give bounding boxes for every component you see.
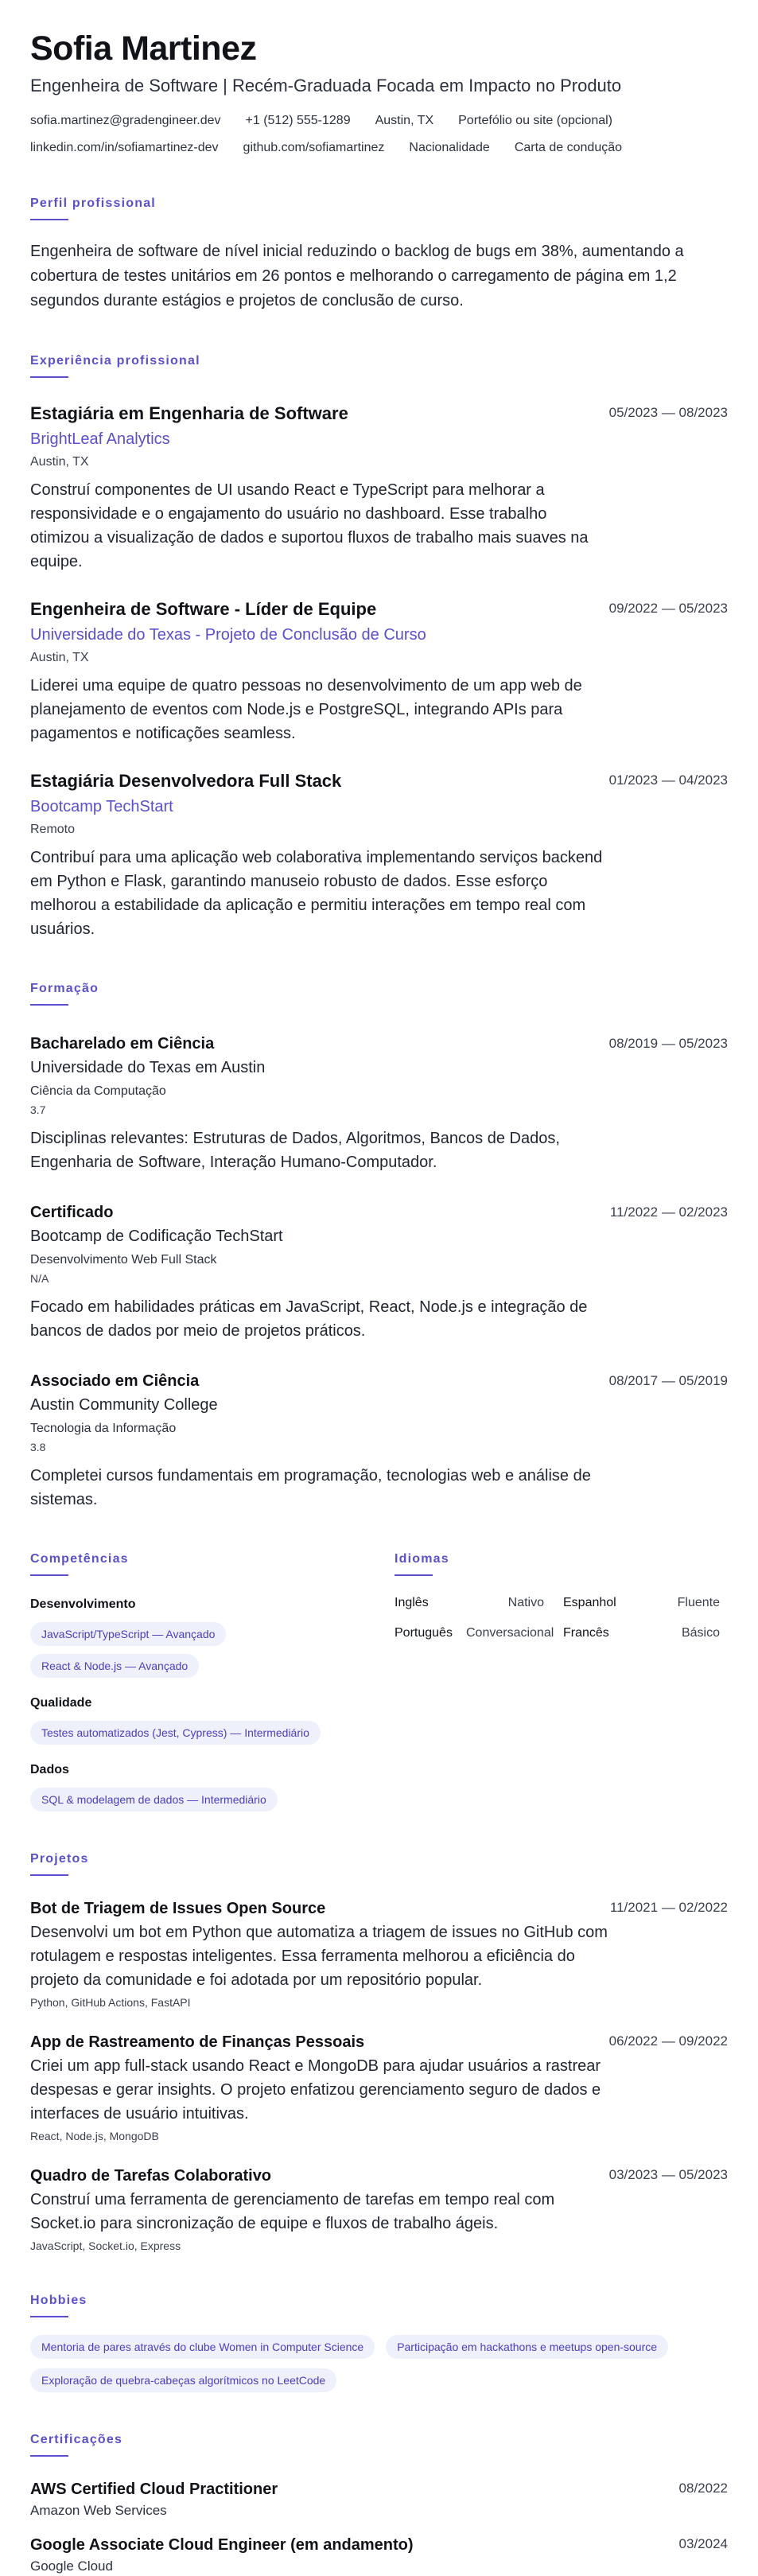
skills-section <box>30 1512 395 1811</box>
experience-location: Austin, TX <box>30 651 89 664</box>
certification-date: 03/2024 <box>678 2536 728 2551</box>
contact-github[interactable]: github.com/sofiamartinez <box>243 141 385 154</box>
experience-entry <box>30 402 728 574</box>
experience-title: Engenheira de Software - Líder de Equipe <box>30 599 377 619</box>
education-date: 08/2019 — 05/2023 <box>608 1036 728 1051</box>
education-gpa: N/A <box>30 1272 49 1285</box>
education-degree: Certificado <box>30 1204 114 1221</box>
section-title-projects: Projetos <box>30 1852 89 1866</box>
education-school: Austin Community College <box>30 1396 218 1414</box>
projects-section <box>30 1851 728 2253</box>
section-title-certifications: Certificações <box>30 2433 123 2446</box>
language-level: Fluente <box>677 1596 720 1609</box>
certification-entry <box>30 2479 728 2520</box>
education-school: Bootcamp de Codificação TechStart <box>30 1228 283 1245</box>
skill-chip: SQL & modelagem de dados — Intermediário <box>30 1788 278 1811</box>
skill-chip-list <box>30 1788 395 1811</box>
language-level: Conversacional <box>466 1626 554 1640</box>
hobby-chip-list <box>30 2335 730 2392</box>
project-description: Construí uma ferramenta de gerenciamento de tarefas em tempo real com Socket.io para sincronização de equipe e fluxos de trabalho ágeis. <box>30 2191 555 2232</box>
language-name: Inglês <box>395 1596 429 1609</box>
contact-linkedin[interactable]: linkedin.com/in/sofiamartinez-dev <box>30 141 219 154</box>
section-title-education: Formação <box>30 982 99 995</box>
section-divider <box>30 1004 68 1006</box>
contact-list <box>30 113 722 156</box>
summary-text: Engenheira de software de nível inicial reduzindo o backlog de bugs em 38%, aumentando a cobertura de testes unitários em 26 pontos e melhorando o carregamento de página em 1,2 segundos durante estágios e projetos de conclusão de curso. <box>30 243 684 309</box>
skill-group-title: Desenvolvimento <box>30 1597 136 1611</box>
project-date: 11/2021 — 02/2022 <box>609 1900 728 1915</box>
hobbies-section <box>30 2293 728 2392</box>
experience-section <box>30 353 728 941</box>
experience-description: Liderei uma equipe de quatro pessoas no desenvolvimento de um app web de planejamento de eventos com Node.js e PostgreSQL, integrando APIs para pagamentos e notificações seamless. <box>30 677 582 742</box>
language-list <box>395 1595 728 1641</box>
languages-section <box>395 1512 728 1811</box>
hobby-chip: Mentoria de pares através do clube Women in Computer Science <box>30 2335 375 2359</box>
education-entry <box>30 1201 728 1343</box>
education-degree: Bacharelado em Ciência <box>30 1035 215 1053</box>
project-description: Desenvolvi um bot em Python que automatiza a triagem de issues no GitHub com rotulagem e respostas inteligentes. Essa ferramenta melhorou a eficiência do projeto da comunidade e foi adotada por um repositório popular. <box>30 1924 608 1989</box>
section-title-skills: Competências <box>30 1552 129 1566</box>
skill-chip-list <box>30 1622 395 1678</box>
contact-email[interactable]: sofia.martinez@gradengineer.dev <box>30 114 221 127</box>
project-tech: Python, GitHub Actions, FastAPI <box>30 1996 191 2009</box>
section-divider <box>30 1874 68 1876</box>
education-field: Tecnologia da Informação <box>30 1422 177 1435</box>
education-degree: Associado em Ciência <box>30 1372 200 1390</box>
section-title-experience: Experiência profissional <box>30 354 200 368</box>
certification-date: 08/2022 <box>678 2481 728 2496</box>
project-date: 06/2022 — 09/2022 <box>608 2033 728 2049</box>
language-level: Básico <box>681 1626 720 1640</box>
candidate-headline: Engenheira de Software | Recém-Graduada Focada em Impacto no Produto <box>30 76 622 95</box>
project-tech: React, Node.js, MongoDB <box>30 2130 159 2142</box>
education-description: Focado em habilidades práticas em JavaScript, React, Node.js e integração de bancos de dados por meio de projetos práticos. <box>30 1298 588 1340</box>
experience-entry <box>30 597 728 745</box>
hobby-chip: Participação em hackathons e meetups open-source <box>386 2335 668 2359</box>
section-divider <box>395 1574 433 1576</box>
project-entry <box>30 1898 728 2010</box>
experience-org: BrightLeaf Analytics <box>30 430 170 448</box>
experience-entry <box>30 769 728 941</box>
project-title: Bot de Triagem de Issues Open Source <box>30 1900 326 1917</box>
section-divider <box>30 376 68 378</box>
experience-location: Austin, TX <box>30 455 89 469</box>
experience-title: Estagiária Desenvolvedora Full Stack <box>30 771 342 791</box>
education-field: Desenvolvimento Web Full Stack <box>30 1253 217 1267</box>
project-entry <box>30 2165 728 2253</box>
section-divider <box>30 2316 68 2317</box>
summary-section <box>30 196 728 313</box>
skill-chip-list <box>30 1721 395 1745</box>
resume-header <box>30 29 728 156</box>
certification-issuer: Google Cloud <box>30 2558 113 2574</box>
education-field: Ciência da Computação <box>30 1084 166 1098</box>
certification-entry <box>30 2535 728 2576</box>
education-entry <box>30 1033 728 1174</box>
section-title-languages: Idiomas <box>395 1552 449 1566</box>
experience-date: 01/2023 — 04/2023 <box>608 772 728 788</box>
section-divider <box>30 2455 68 2457</box>
certification-name: Google Associate Cloud Engineer (em andamento) <box>30 2536 414 2554</box>
experience-date: 05/2023 — 08/2023 <box>608 405 728 420</box>
language-name: Português <box>395 1626 453 1640</box>
experience-description: Construí componentes de UI usando React e TypeScript para melhorar a responsividade e o engajamento do usuário no dashboard. Esse trabalho otimizou a visualização de dados e suportou fluxos de trabalho mais suaves na equipe. <box>30 481 589 570</box>
section-divider <box>30 219 68 220</box>
education-gpa: 3.8 <box>30 1441 46 1453</box>
language-name: Francês <box>563 1626 609 1640</box>
certification-issuer: Amazon Web Services <box>30 2503 167 2518</box>
project-tech: JavaScript, Socket.io, Express <box>30 2239 181 2252</box>
education-entry <box>30 1370 728 1512</box>
experience-description: Contribuí para uma aplicação web colaborativa implementando serviços backend em Python e Flask, garantindo manuseio robusto de dados. Esse esforço melhorou a estabilidade da aplicação e permitiu interações em tempo real com usuários. <box>30 849 603 938</box>
experience-date: 09/2022 — 05/2023 <box>608 601 728 616</box>
contact-nationality: Nacionalidade <box>409 141 490 154</box>
contact-phone[interactable]: +1 (512) 555-1289 <box>245 114 351 127</box>
project-title: Quadro de Tarefas Colaborativo <box>30 2167 272 2185</box>
skill-chip: JavaScript/TypeScript — Avançado <box>30 1622 226 1646</box>
language-level: Nativo <box>507 1596 544 1609</box>
section-divider <box>30 1574 68 1576</box>
skill-group-title: Qualidade <box>30 1696 92 1710</box>
hobby-chip: Exploração de quebra-cabeças algorítmicos no LeetCode <box>30 2368 336 2392</box>
experience-title: Estagiária em Engenharia de Software <box>30 403 348 423</box>
education-description: Disciplinas relevantes: Estruturas de Dados, Algoritmos, Bancos de Dados, Engenharia de Software, Interação Humano-Computador. <box>30 1130 560 1171</box>
project-date: 03/2023 — 05/2023 <box>608 2167 728 2182</box>
project-title: App de Rastreamento de Finanças Pessoais <box>30 2033 365 2051</box>
skill-group-title: Dados <box>30 1763 69 1776</box>
language-name: Espanhol <box>563 1596 616 1609</box>
section-title-hobbies: Hobbies <box>30 2294 87 2307</box>
education-date: 11/2022 — 02/2023 <box>609 1204 728 1220</box>
project-entry <box>30 2032 728 2143</box>
education-date: 08/2017 — 05/2019 <box>608 1373 728 1388</box>
candidate-name: Sofia Martinez <box>30 29 257 68</box>
experience-org: Universidade do Texas - Projeto de Conclusão de Curso <box>30 626 426 644</box>
education-description: Completei cursos fundamentais em programação, tecnologias web e análise de sistemas. <box>30 1467 591 1508</box>
skill-chip: React & Node.js — Avançado <box>30 1654 199 1678</box>
skills-languages-row <box>30 1512 728 1811</box>
contact-driving-license: Carta de condução <box>514 141 623 154</box>
education-gpa: 3.7 <box>30 1103 46 1116</box>
experience-org: Bootcamp TechStart <box>30 798 173 815</box>
contact-location: Austin, TX <box>375 114 434 127</box>
education-school: Universidade do Texas em Austin <box>30 1059 266 1076</box>
project-description: Criei um app full-stack usando React e MongoDB para ajudar usuários a rastrear despesas e gerar insights. O projeto enfatizou gerenciamento seguro de dados e interfaces de usuário intuitivas. <box>30 2057 601 2123</box>
certification-name: AWS Certified Cloud Practitioner <box>30 2481 278 2498</box>
skill-chip: Testes automatizados (Jest, Cypress) — Intermediário <box>30 1721 321 1745</box>
experience-location: Remoto <box>30 823 76 836</box>
section-title-summary: Perfil profissional <box>30 197 156 210</box>
certifications-section <box>30 2432 728 2576</box>
education-section <box>30 981 728 1512</box>
contact-portfolio[interactable]: Portefólio ou site (opcional) <box>458 114 613 127</box>
